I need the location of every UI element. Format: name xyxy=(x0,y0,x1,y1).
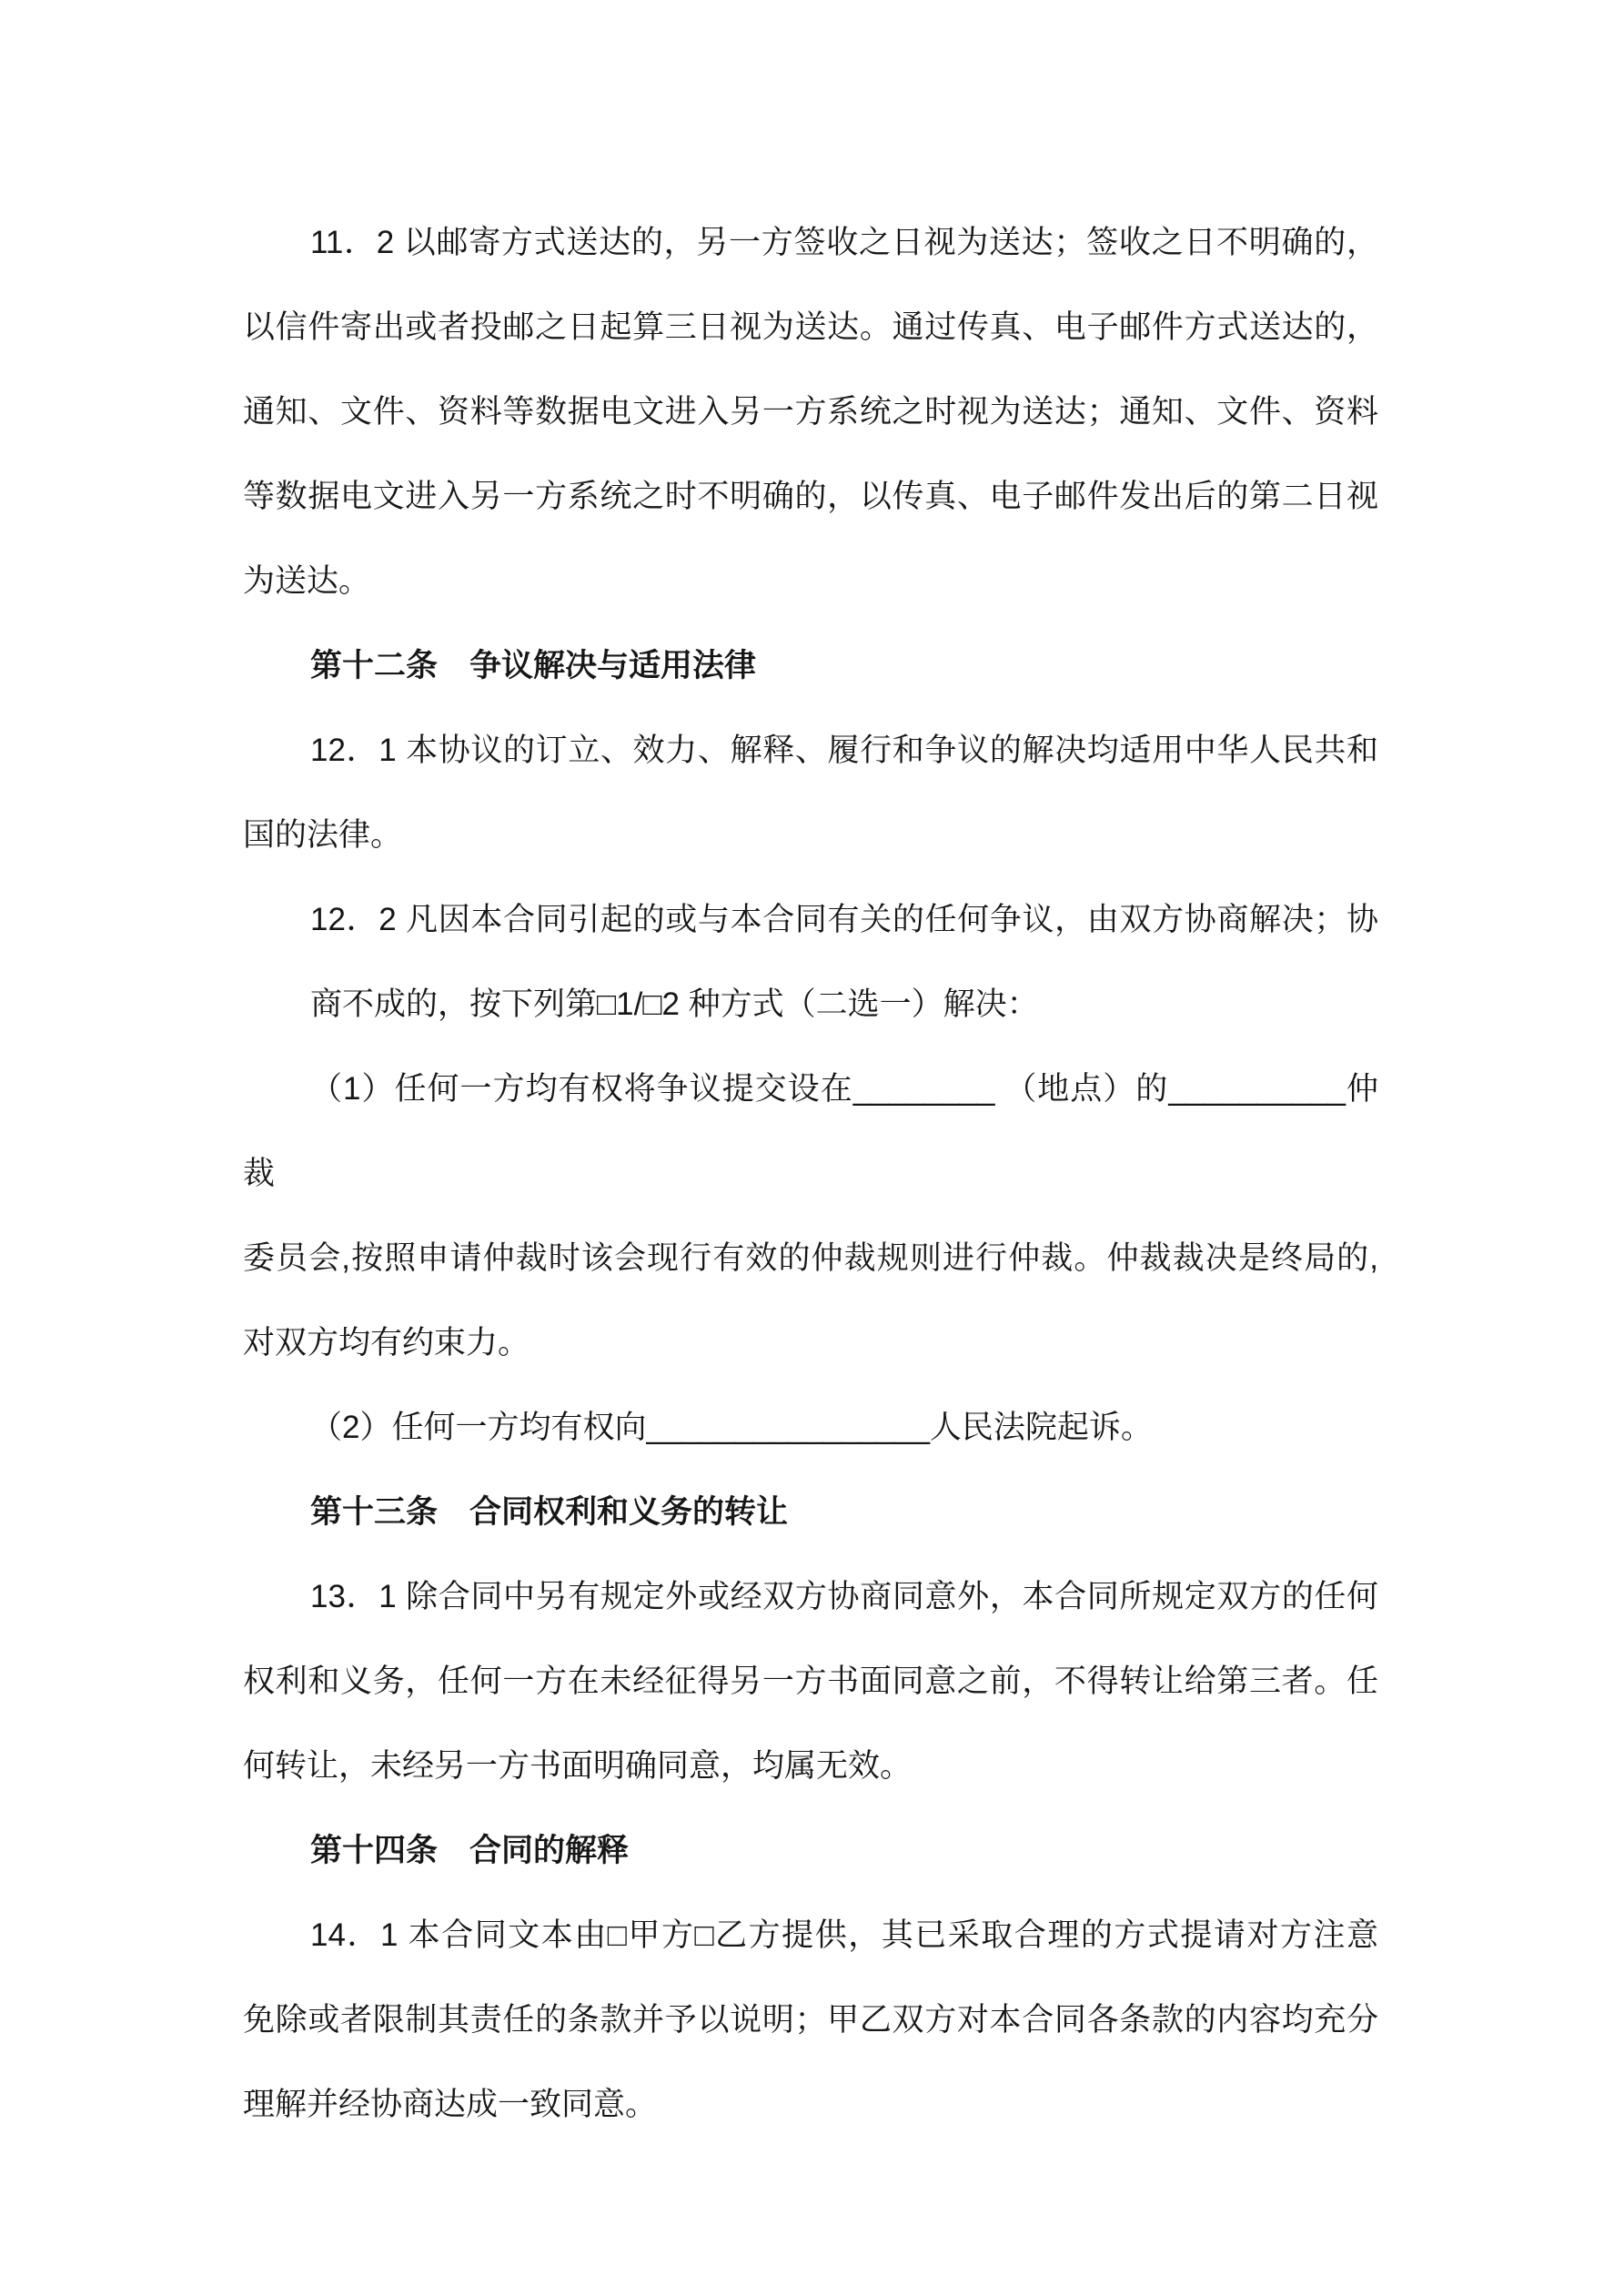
section-heading-article-14: 第十四条 合同的解释 xyxy=(310,1833,630,1868)
section-heading-article-12: 第十二条 争议解决与适用法律 xyxy=(310,648,757,683)
clause-12-1-line: 国的法律。 xyxy=(243,817,403,853)
clause-12-2-item-2-line-blank: （2）任何一方均有权向________________人民法院起诉。 xyxy=(310,1410,1153,1445)
clause-13-1-line: 何转让，未经另一方书面明确同意，均属无效。 xyxy=(243,1748,913,1784)
clause-12-2-item-1-line: 对双方均有约束力。 xyxy=(243,1325,530,1360)
clause-11-2-line: 通知、文件、资料等数据电文进入另一方系统之时视为送达；通知、文件、资料 xyxy=(243,394,1378,430)
clause-11-2-line: 为送达。 xyxy=(243,563,371,599)
clause-11-2-line: 等数据电文进入另一方系统之时不明确的，以传真、电子邮件发出后的第二日视 xyxy=(243,479,1378,514)
clause-13-1-line: 权利和义务，任何一方在未经征得另一方书面同意之前，不得转让给第三者。任 xyxy=(243,1664,1378,1699)
clause-12-2-item-1-line-blanks: （1）任何一方均有权将争议提交设在________ （地点）的__________仲裁 xyxy=(243,1071,1378,1191)
section-heading-article-13: 第十三条 合同权利和义务的转让 xyxy=(310,1494,789,1530)
clause-11-2-line: 11．2 以邮寄方式送达的，另一方签收之日视为送达；签收之日不明确的， xyxy=(310,225,1378,260)
clause-12-2-line-checkboxes: 商不成的，按下列第□1/□2 种方式（二选一）解决： xyxy=(310,986,1039,1022)
clause-13-1-line: 13．1 除合同中另有规定外或经双方协商同意外，本合同所规定双方的任何 xyxy=(310,1579,1378,1614)
clause-14-1-line: 理解并经协商达成一致同意。 xyxy=(243,2087,658,2122)
clause-12-1-line: 12．1 本协议的订立、效力、解释、履行和争议的解决均适用中华人民共和 xyxy=(310,733,1378,768)
clause-11-2-line: 以信件寄出或者投邮之日起算三日视为送达。通过传真、电子邮件方式送达的， xyxy=(243,309,1378,345)
clause-12-2-item-1-line: 委员会,按照申请仲裁时该会现行有效的仲裁规则进行仲裁。仲裁裁决是终局的, xyxy=(243,1240,1378,1276)
clause-12-2-line: 12．2 凡因本合同引起的或与本合同有关的任何争议，由双方协商解决；协 xyxy=(310,902,1378,937)
clause-14-1-line: 免除或者限制其责任的条款并予以说明；甲乙双方对本合同各条款的内容均充分 xyxy=(243,2002,1378,2038)
clause-14-1-line-checkboxes: 14．1 本合同文本由□甲方□乙方提供，其已采取合理的方式提请对方注意 xyxy=(310,1917,1378,1953)
